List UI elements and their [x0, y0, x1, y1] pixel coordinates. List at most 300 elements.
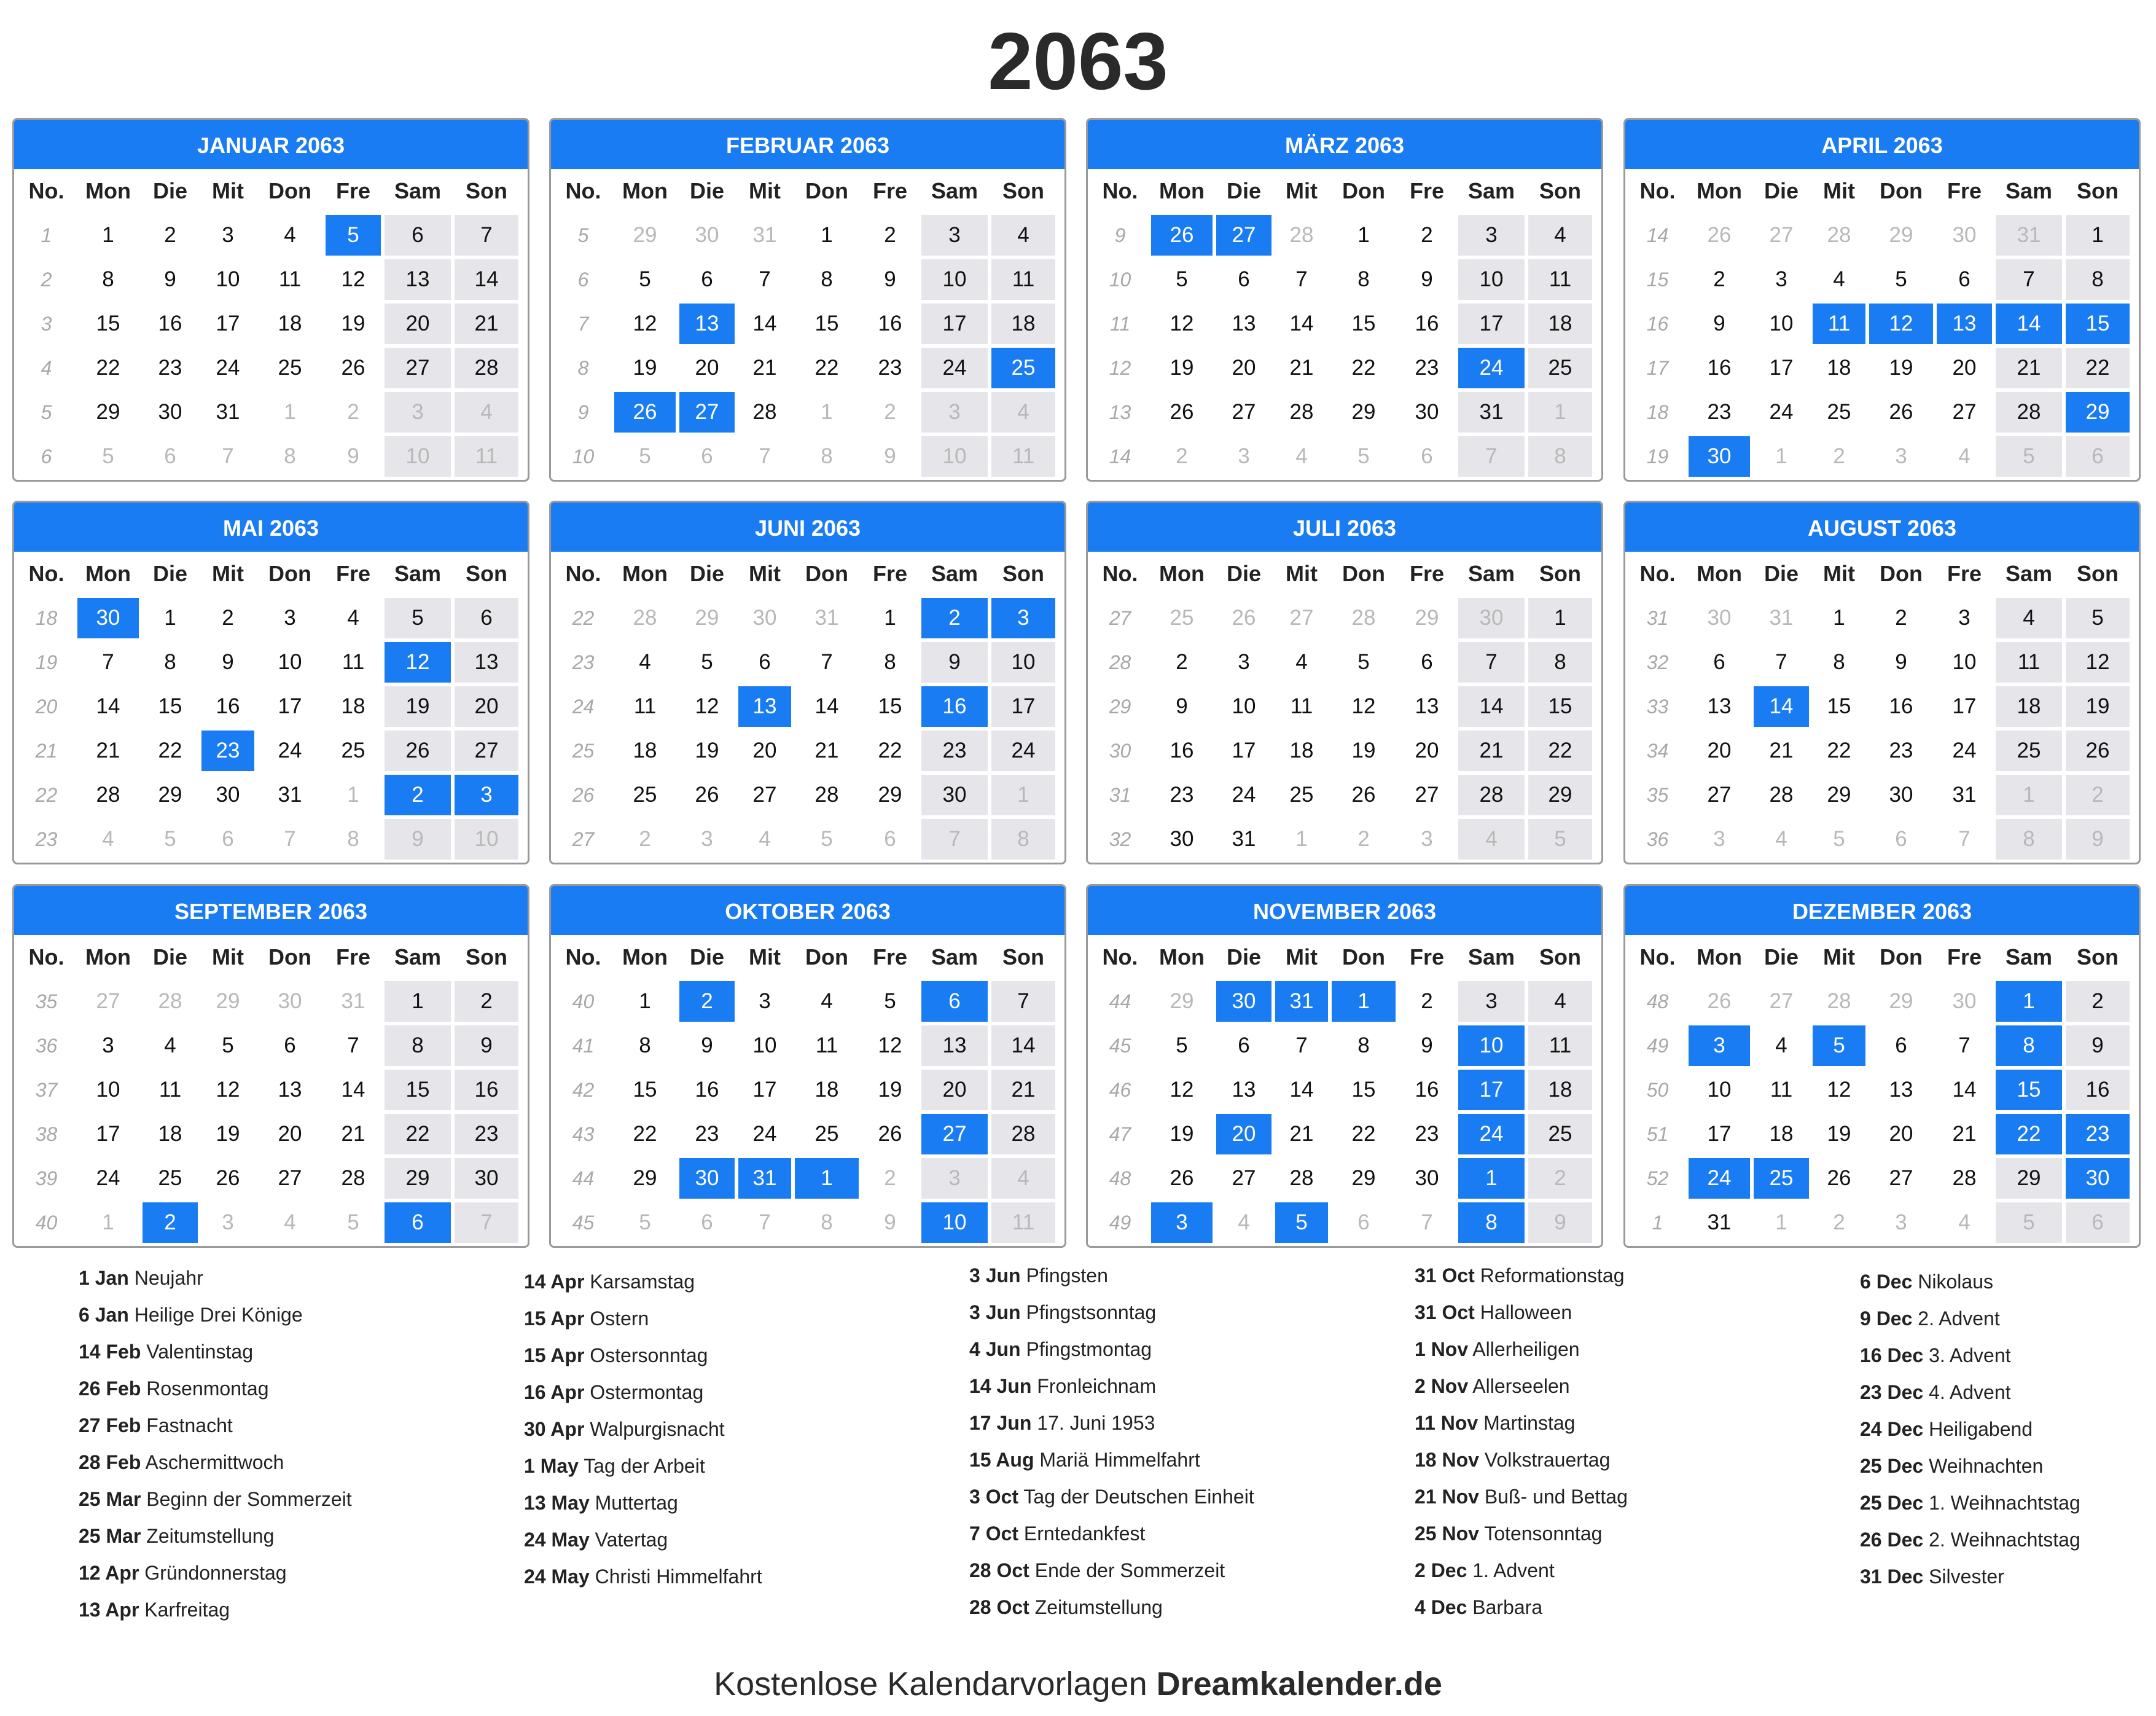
day-cell[interactable]: 1	[385, 981, 451, 1022]
day-cell[interactable]: 10	[1937, 642, 1992, 683]
day-cell[interactable]: 1	[1996, 981, 2062, 1022]
day-cell[interactable]: 9	[1151, 686, 1213, 727]
day-cell[interactable]: 15	[2066, 304, 2130, 344]
day-cell[interactable]: 25	[143, 1158, 198, 1199]
day-cell[interactable]: 7	[795, 642, 859, 683]
day-cell[interactable]: 20	[679, 348, 735, 388]
day-cell[interactable]: 13	[738, 686, 791, 727]
day-cell[interactable]: 10	[921, 259, 988, 300]
day-cell[interactable]: 24	[1458, 1114, 1525, 1154]
day-cell[interactable]: 28	[455, 348, 518, 388]
day-cell[interactable]: 6	[455, 598, 518, 638]
day-cell[interactable]: 13	[1869, 1070, 1933, 1110]
day-cell[interactable]: 9	[862, 259, 918, 300]
day-cell[interactable]: 9	[385, 819, 451, 860]
day-cell[interactable]: 3	[1754, 259, 1809, 300]
day-cell[interactable]: 24	[77, 1158, 139, 1199]
day-cell[interactable]: 1	[1458, 1158, 1525, 1199]
day-cell[interactable]: 3	[921, 392, 988, 433]
day-cell[interactable]: 4	[326, 598, 381, 638]
day-cell[interactable]: 21	[77, 731, 139, 771]
day-cell[interactable]: 9	[921, 642, 988, 683]
day-cell[interactable]: 11	[1528, 259, 1592, 300]
day-cell[interactable]: 7	[1275, 1025, 1328, 1066]
day-cell[interactable]: 6	[679, 436, 735, 477]
day-cell[interactable]: 8	[862, 642, 918, 683]
day-cell[interactable]: 29	[1869, 215, 1933, 256]
day-cell[interactable]: 30	[679, 215, 735, 256]
day-cell[interactable]: 19	[1332, 731, 1396, 771]
day-cell[interactable]: 5	[1996, 436, 2062, 477]
day-cell[interactable]: 18	[1528, 304, 1592, 344]
day-cell[interactable]: 5	[1332, 642, 1396, 683]
day-cell[interactable]: 30	[679, 1158, 735, 1199]
day-cell[interactable]: 25	[1996, 731, 2062, 771]
day-cell[interactable]: 6	[1332, 1202, 1396, 1243]
day-cell[interactable]: 21	[1754, 731, 1809, 771]
day-cell[interactable]: 11	[1275, 686, 1328, 727]
day-cell[interactable]: 11	[143, 1070, 198, 1110]
day-cell[interactable]: 8	[77, 259, 139, 300]
day-cell[interactable]: 22	[143, 731, 198, 771]
day-cell[interactable]: 5	[326, 1202, 381, 1243]
day-cell[interactable]: 1	[795, 1158, 859, 1199]
day-cell[interactable]: 3	[1216, 436, 1271, 477]
day-cell[interactable]: 16	[1151, 731, 1213, 771]
day-cell[interactable]: 30	[1689, 436, 1750, 477]
day-cell[interactable]: 13	[258, 1070, 322, 1110]
day-cell[interactable]: 17	[258, 686, 322, 727]
day-cell[interactable]: 6	[1399, 642, 1455, 683]
day-cell[interactable]: 28	[1332, 598, 1396, 638]
day-cell[interactable]: 7	[1275, 259, 1328, 300]
day-cell[interactable]: 7	[1937, 819, 1992, 860]
day-cell[interactable]: 8	[1332, 1025, 1396, 1066]
day-cell[interactable]: 28	[77, 775, 139, 815]
day-cell[interactable]: 30	[1216, 981, 1271, 1022]
day-cell[interactable]: 7	[991, 981, 1055, 1022]
day-cell[interactable]: 26	[326, 348, 381, 388]
day-cell[interactable]: 4	[991, 392, 1055, 433]
day-cell[interactable]: 5	[2066, 598, 2130, 638]
day-cell[interactable]: 8	[2066, 259, 2130, 300]
day-cell[interactable]: 20	[1216, 348, 1271, 388]
day-cell[interactable]: 31	[1275, 981, 1328, 1022]
day-cell[interactable]: 5	[1151, 1025, 1213, 1066]
day-cell[interactable]: 22	[614, 1114, 676, 1154]
day-cell[interactable]: 5	[326, 215, 381, 256]
day-cell[interactable]: 17	[1458, 1070, 1525, 1110]
day-cell[interactable]: 6	[738, 642, 791, 683]
day-cell[interactable]: 17	[1689, 1114, 1750, 1154]
day-cell[interactable]: 7	[201, 436, 254, 477]
day-cell[interactable]: 5	[1528, 819, 1592, 860]
day-cell[interactable]: 12	[679, 686, 735, 727]
day-cell[interactable]: 3	[1151, 1202, 1213, 1243]
day-cell[interactable]: 27	[1399, 775, 1455, 815]
day-cell[interactable]: 4	[1996, 598, 2062, 638]
day-cell[interactable]: 7	[1399, 1202, 1455, 1243]
day-cell[interactable]: 2	[201, 598, 254, 638]
day-cell[interactable]: 11	[1996, 642, 2062, 683]
day-cell[interactable]: 29	[143, 775, 198, 815]
day-cell[interactable]: 29	[385, 1158, 451, 1199]
day-cell[interactable]: 4	[991, 215, 1055, 256]
day-cell[interactable]: 21	[1275, 1114, 1328, 1154]
day-cell[interactable]: 3	[455, 775, 518, 815]
day-cell[interactable]: 25	[326, 731, 381, 771]
day-cell[interactable]: 31	[1754, 598, 1809, 638]
day-cell[interactable]: 19	[862, 1070, 918, 1110]
day-cell[interactable]: 30	[1937, 981, 1992, 1022]
day-cell[interactable]: 25	[1528, 348, 1592, 388]
day-cell[interactable]: 7	[1754, 642, 1809, 683]
day-cell[interactable]: 26	[201, 1158, 254, 1199]
day-cell[interactable]: 5	[201, 1025, 254, 1066]
day-cell[interactable]: 2	[143, 215, 198, 256]
day-cell[interactable]: 6	[258, 1025, 322, 1066]
day-cell[interactable]: 8	[795, 259, 859, 300]
day-cell[interactable]: 28	[143, 981, 198, 1022]
day-cell[interactable]: 18	[258, 304, 322, 344]
day-cell[interactable]: 1	[77, 215, 139, 256]
day-cell[interactable]: 3	[1689, 1025, 1750, 1066]
day-cell[interactable]: 25	[1754, 1158, 1809, 1199]
day-cell[interactable]: 1	[795, 215, 859, 256]
day-cell[interactable]: 2	[1689, 259, 1750, 300]
day-cell[interactable]: 4	[1275, 436, 1328, 477]
day-cell[interactable]: 17	[77, 1114, 139, 1154]
day-cell[interactable]: 4	[1754, 1025, 1809, 1066]
day-cell[interactable]: 23	[1689, 392, 1750, 433]
day-cell[interactable]: 14	[1754, 686, 1809, 727]
day-cell[interactable]: 6	[385, 215, 451, 256]
day-cell[interactable]: 3	[1869, 1202, 1933, 1243]
day-cell[interactable]: 12	[2066, 642, 2130, 683]
day-cell[interactable]: 2	[1869, 598, 1933, 638]
day-cell[interactable]: 2	[1813, 436, 1865, 477]
day-cell[interactable]: 14	[455, 259, 518, 300]
day-cell[interactable]: 26	[614, 392, 676, 433]
day-cell[interactable]: 16	[2066, 1070, 2130, 1110]
day-cell[interactable]: 12	[1332, 686, 1396, 727]
day-cell[interactable]: 28	[991, 1114, 1055, 1154]
day-cell[interactable]: 6	[679, 259, 735, 300]
day-cell[interactable]: 7	[455, 1202, 518, 1243]
day-cell[interactable]: 2	[385, 775, 451, 815]
day-cell[interactable]: 6	[862, 819, 918, 860]
day-cell[interactable]: 25	[1151, 598, 1213, 638]
day-cell[interactable]: 17	[1216, 731, 1271, 771]
day-cell[interactable]: 11	[326, 642, 381, 683]
day-cell[interactable]: 9	[455, 1025, 518, 1066]
day-cell[interactable]: 29	[1528, 775, 1592, 815]
day-cell[interactable]: 30	[1399, 392, 1455, 433]
day-cell[interactable]: 9	[2066, 819, 2130, 860]
day-cell[interactable]: 21	[326, 1114, 381, 1154]
day-cell[interactable]: 2	[1332, 819, 1396, 860]
day-cell[interactable]: 25	[258, 348, 322, 388]
day-cell[interactable]: 28	[614, 598, 676, 638]
day-cell[interactable]: 23	[1399, 348, 1455, 388]
day-cell[interactable]: 2	[455, 981, 518, 1022]
day-cell[interactable]: 1	[1275, 819, 1328, 860]
day-cell[interactable]: 12	[1869, 304, 1933, 344]
day-cell[interactable]: 18	[326, 686, 381, 727]
day-cell[interactable]: 21	[991, 1070, 1055, 1110]
day-cell[interactable]: 5	[614, 1202, 676, 1243]
day-cell[interactable]: 5	[1151, 259, 1213, 300]
day-cell[interactable]: 7	[1937, 1025, 1992, 1066]
day-cell[interactable]: 6	[921, 981, 988, 1022]
day-cell[interactable]: 8	[326, 819, 381, 860]
day-cell[interactable]: 16	[679, 1070, 735, 1110]
day-cell[interactable]: 17	[1458, 304, 1525, 344]
day-cell[interactable]: 5	[614, 436, 676, 477]
day-cell[interactable]: 2	[1399, 981, 1455, 1022]
day-cell[interactable]: 8	[1813, 642, 1865, 683]
day-cell[interactable]: 2	[1399, 215, 1455, 256]
day-cell[interactable]: 22	[77, 348, 139, 388]
day-cell[interactable]: 28	[1937, 1158, 1992, 1199]
day-cell[interactable]: 2	[326, 392, 381, 433]
day-cell[interactable]: 27	[1275, 598, 1328, 638]
day-cell[interactable]: 13	[1216, 1070, 1271, 1110]
day-cell[interactable]: 21	[1275, 348, 1328, 388]
day-cell[interactable]: 6	[2066, 1202, 2130, 1243]
day-cell[interactable]: 14	[1458, 686, 1525, 727]
day-cell[interactable]: 11	[991, 259, 1055, 300]
day-cell[interactable]: 27	[1869, 1158, 1933, 1199]
day-cell[interactable]: 3	[1458, 981, 1525, 1022]
day-cell[interactable]: 9	[1399, 1025, 1455, 1066]
day-cell[interactable]: 1	[1754, 1202, 1809, 1243]
day-cell[interactable]: 8	[1528, 436, 1592, 477]
day-cell[interactable]: 8	[795, 1202, 859, 1243]
day-cell[interactable]: 3	[77, 1025, 139, 1066]
day-cell[interactable]: 22	[1528, 731, 1592, 771]
day-cell[interactable]: 10	[455, 819, 518, 860]
day-cell[interactable]: 9	[1528, 1202, 1592, 1243]
day-cell[interactable]: 3	[258, 598, 322, 638]
day-cell[interactable]: 20	[1869, 1114, 1933, 1154]
day-cell[interactable]: 31	[1689, 1202, 1750, 1243]
day-cell[interactable]: 9	[1399, 259, 1455, 300]
day-cell[interactable]: 2	[1528, 1158, 1592, 1199]
day-cell[interactable]: 1	[862, 598, 918, 638]
day-cell[interactable]: 22	[2066, 348, 2130, 388]
day-cell[interactable]: 7	[258, 819, 322, 860]
day-cell[interactable]: 30	[2066, 1158, 2130, 1199]
day-cell[interactable]: 13	[1216, 304, 1271, 344]
day-cell[interactable]: 8	[385, 1025, 451, 1066]
day-cell[interactable]: 2	[143, 1202, 198, 1243]
day-cell[interactable]: 24	[201, 348, 254, 388]
day-cell[interactable]: 1	[258, 392, 322, 433]
day-cell[interactable]: 23	[2066, 1114, 2130, 1154]
day-cell[interactable]: 19	[201, 1114, 254, 1154]
day-cell[interactable]: 28	[1458, 775, 1525, 815]
day-cell[interactable]: 19	[2066, 686, 2130, 727]
day-cell[interactable]: 18	[1996, 686, 2062, 727]
day-cell[interactable]: 24	[1754, 392, 1809, 433]
day-cell[interactable]: 28	[1996, 392, 2062, 433]
day-cell[interactable]: 22	[1813, 731, 1865, 771]
day-cell[interactable]: 6	[679, 1202, 735, 1243]
day-cell[interactable]: 3	[991, 598, 1055, 638]
day-cell[interactable]: 27	[1216, 1158, 1271, 1199]
day-cell[interactable]: 7	[326, 1025, 381, 1066]
day-cell[interactable]: 7	[738, 259, 791, 300]
day-cell[interactable]: 5	[862, 981, 918, 1022]
day-cell[interactable]: 14	[1275, 1070, 1328, 1110]
day-cell[interactable]: 18	[1813, 348, 1865, 388]
day-cell[interactable]: 10	[385, 436, 451, 477]
day-cell[interactable]: 27	[1754, 215, 1809, 256]
day-cell[interactable]: 18	[795, 1070, 859, 1110]
day-cell[interactable]: 26	[1151, 1158, 1213, 1199]
day-cell[interactable]: 17	[1754, 348, 1809, 388]
day-cell[interactable]: 30	[1689, 598, 1750, 638]
day-cell[interactable]: 4	[738, 819, 791, 860]
day-cell[interactable]: 27	[455, 731, 518, 771]
day-cell[interactable]: 28	[1275, 215, 1328, 256]
day-cell[interactable]: 22	[1332, 348, 1396, 388]
day-cell[interactable]: 2	[1151, 436, 1213, 477]
day-cell[interactable]: 29	[1869, 981, 1933, 1022]
day-cell[interactable]: 6	[1869, 1025, 1933, 1066]
day-cell[interactable]: 18	[1754, 1114, 1809, 1154]
day-cell[interactable]: 23	[1399, 1114, 1455, 1154]
day-cell[interactable]: 17	[991, 686, 1055, 727]
day-cell[interactable]: 22	[385, 1114, 451, 1154]
day-cell[interactable]: 6	[1937, 259, 1992, 300]
day-cell[interactable]: 7	[921, 819, 988, 860]
day-cell[interactable]: 27	[1216, 215, 1271, 256]
day-cell[interactable]: 26	[862, 1114, 918, 1154]
day-cell[interactable]: 16	[1399, 304, 1455, 344]
day-cell[interactable]: 1	[143, 598, 198, 638]
day-cell[interactable]: 5	[1332, 436, 1396, 477]
day-cell[interactable]: 6	[201, 819, 254, 860]
day-cell[interactable]: 7	[738, 436, 791, 477]
day-cell[interactable]: 30	[1869, 775, 1933, 815]
day-cell[interactable]: 19	[1813, 1114, 1865, 1154]
day-cell[interactable]: 8	[1996, 819, 2062, 860]
day-cell[interactable]: 9	[326, 436, 381, 477]
day-cell[interactable]: 23	[455, 1114, 518, 1154]
day-cell[interactable]: 26	[1151, 392, 1213, 433]
day-cell[interactable]: 5	[1275, 1202, 1328, 1243]
day-cell[interactable]: 19	[614, 348, 676, 388]
day-cell[interactable]: 22	[1332, 1114, 1396, 1154]
day-cell[interactable]: 16	[921, 686, 988, 727]
day-cell[interactable]: 19	[679, 731, 735, 771]
day-cell[interactable]: 30	[143, 392, 198, 433]
day-cell[interactable]: 7	[1458, 436, 1525, 477]
day-cell[interactable]: 11	[795, 1025, 859, 1066]
day-cell[interactable]: 18	[1275, 731, 1328, 771]
day-cell[interactable]: 4	[991, 1158, 1055, 1199]
day-cell[interactable]: 11	[455, 436, 518, 477]
day-cell[interactable]: 31	[795, 598, 859, 638]
day-cell[interactable]: 22	[795, 348, 859, 388]
day-cell[interactable]: 10	[921, 436, 988, 477]
day-cell[interactable]: 13	[679, 304, 735, 344]
day-cell[interactable]: 21	[1996, 348, 2062, 388]
day-cell[interactable]: 13	[1689, 686, 1750, 727]
day-cell[interactable]: 15	[614, 1070, 676, 1110]
day-cell[interactable]: 19	[385, 686, 451, 727]
day-cell[interactable]: 24	[258, 731, 322, 771]
day-cell[interactable]: 20	[455, 686, 518, 727]
day-cell[interactable]: 3	[1216, 642, 1271, 683]
day-cell[interactable]: 1	[1996, 775, 2062, 815]
day-cell[interactable]: 3	[1937, 598, 1992, 638]
day-cell[interactable]: 24	[1458, 348, 1525, 388]
day-cell[interactable]: 14	[991, 1025, 1055, 1066]
day-cell[interactable]: 29	[679, 598, 735, 638]
day-cell[interactable]: 12	[614, 304, 676, 344]
day-cell[interactable]: 18	[1528, 1070, 1592, 1110]
day-cell[interactable]: 26	[1216, 598, 1271, 638]
day-cell[interactable]: 25	[1528, 1114, 1592, 1154]
day-cell[interactable]: 26	[1689, 215, 1750, 256]
day-cell[interactable]: 6	[143, 436, 198, 477]
day-cell[interactable]: 8	[258, 436, 322, 477]
day-cell[interactable]: 25	[795, 1114, 859, 1154]
day-cell[interactable]: 26	[1151, 215, 1213, 256]
day-cell[interactable]: 23	[862, 348, 918, 388]
day-cell[interactable]: 25	[1813, 392, 1865, 433]
day-cell[interactable]: 9	[2066, 1025, 2130, 1066]
day-cell[interactable]: 29	[1151, 981, 1213, 1022]
day-cell[interactable]: 23	[921, 731, 988, 771]
day-cell[interactable]: 11	[1754, 1070, 1809, 1110]
day-cell[interactable]: 15	[385, 1070, 451, 1110]
day-cell[interactable]: 29	[1996, 1158, 2062, 1199]
day-cell[interactable]: 31	[1996, 215, 2062, 256]
day-cell[interactable]: 20	[921, 1070, 988, 1110]
day-cell[interactable]: 24	[1937, 731, 1992, 771]
day-cell[interactable]: 1	[1528, 598, 1592, 638]
day-cell[interactable]: 22	[862, 731, 918, 771]
day-cell[interactable]: 3	[1458, 215, 1525, 256]
day-cell[interactable]: 9	[862, 1202, 918, 1243]
day-cell[interactable]: 12	[1151, 304, 1213, 344]
day-cell[interactable]: 26	[2066, 731, 2130, 771]
day-cell[interactable]: 5	[1869, 259, 1933, 300]
day-cell[interactable]: 18	[991, 304, 1055, 344]
day-cell[interactable]: 8	[1332, 259, 1396, 300]
day-cell[interactable]: 15	[1528, 686, 1592, 727]
day-cell[interactable]: 1	[77, 1202, 139, 1243]
day-cell[interactable]: 2	[1151, 642, 1213, 683]
day-cell[interactable]: 12	[201, 1070, 254, 1110]
day-cell[interactable]: 23	[201, 731, 254, 771]
day-cell[interactable]: 21	[738, 348, 791, 388]
day-cell[interactable]: 31	[201, 392, 254, 433]
day-cell[interactable]: 7	[1996, 259, 2062, 300]
day-cell[interactable]: 20	[1399, 731, 1455, 771]
day-cell[interactable]: 5	[77, 436, 139, 477]
day-cell[interactable]: 8	[1528, 642, 1592, 683]
day-cell[interactable]: 1	[1332, 981, 1396, 1022]
day-cell[interactable]: 2	[862, 1158, 918, 1199]
day-cell[interactable]: 13	[921, 1025, 988, 1066]
day-cell[interactable]: 27	[1689, 775, 1750, 815]
day-cell[interactable]: 30	[1937, 215, 1992, 256]
